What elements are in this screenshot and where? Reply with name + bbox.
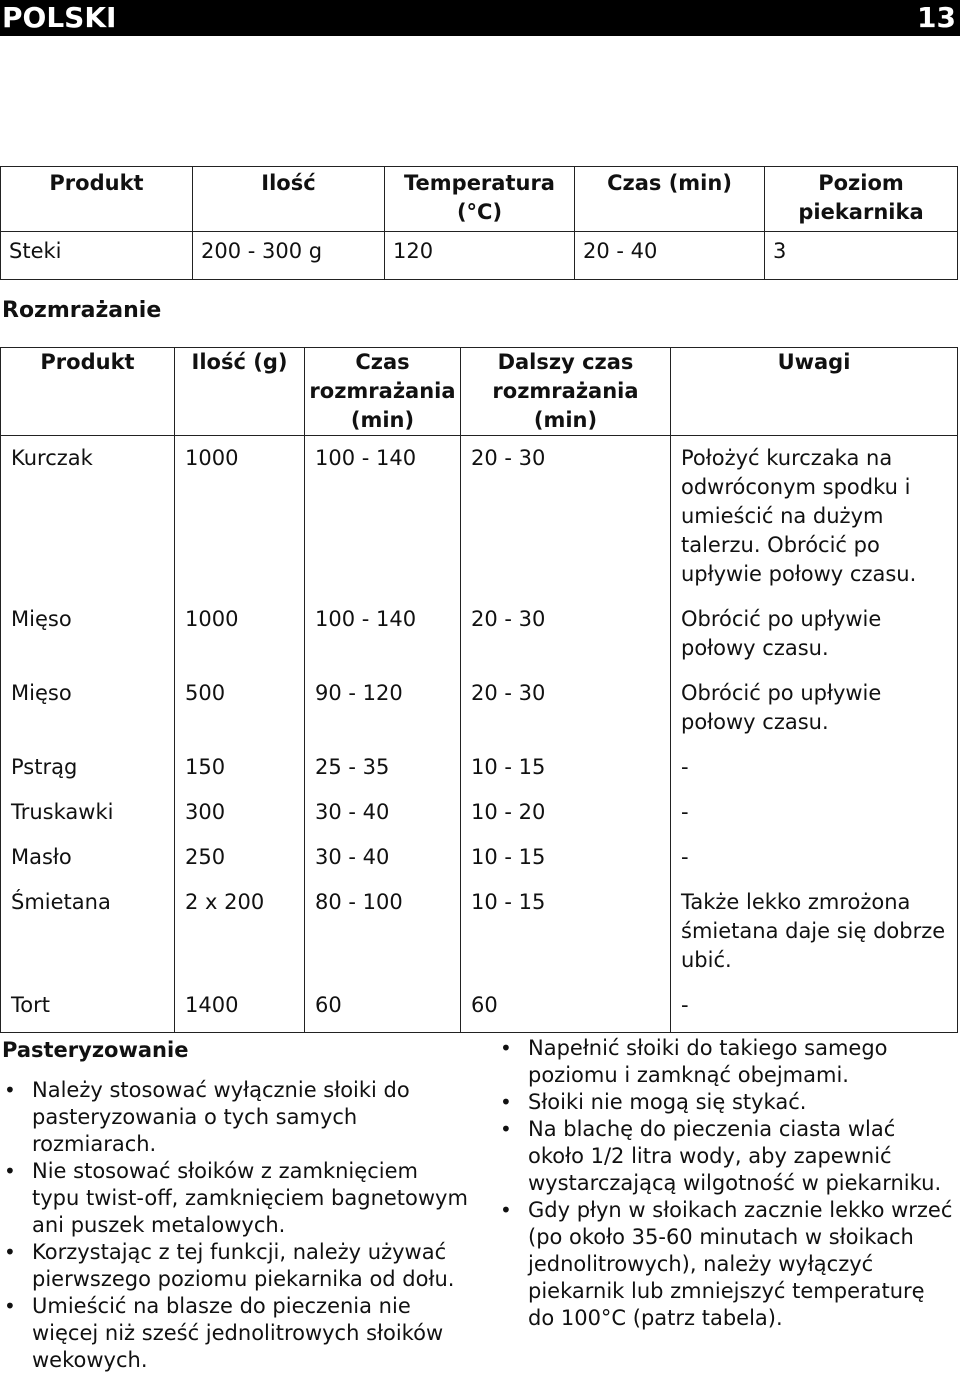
table-cell: 120 (385, 232, 575, 280)
pasteurization-list-right (496, 1035, 956, 1332)
pasteurization-left-column (0, 1035, 470, 1374)
table-cell: 80 - 100 (305, 880, 461, 983)
table-cell: Tort (1, 983, 175, 1033)
list-item: • Umieścić na blasze do pieczenia nie więcej niż sześć jednolitrowych słoików wekowych. (0, 1293, 470, 1374)
cooking-table (0, 166, 958, 280)
table-cell: 10 - 15 (461, 745, 671, 790)
table-cell: Mięso (1, 597, 175, 671)
table-header-product: Produkt (1, 167, 193, 232)
list-item: • Słoiki nie mogą się stykać. (496, 1089, 956, 1116)
table-cell: 150 (175, 745, 305, 790)
table-header-quantity: Ilość (g) (175, 348, 305, 436)
defrost-section-title: Rozmrażanie (2, 298, 162, 323)
table-cell: 300 (175, 790, 305, 835)
table-cell: Truskawki (1, 790, 175, 835)
table-cell-note: - (671, 745, 958, 790)
pasteurization-right-column (496, 1035, 956, 1332)
table-cell: 500 (175, 671, 305, 745)
page-header-bar (0, 0, 960, 36)
table-cell-note: - (671, 835, 958, 880)
table-cell-note: Obrócić po upływie połowy czasu. (671, 597, 958, 671)
language-label: POLSKI (2, 1, 117, 34)
table-cell: Kurczak (1, 436, 175, 598)
table-cell-note: Obrócić po upływie połowy czasu. (671, 671, 958, 745)
list-item: • Gdy płyn w słoikach zacznie lekko wrzeć (po około 35-60 minutach w słoikach jednolitrowych), należy wyłączyć piekarnik lub zmniejszyć temperaturę do 100°C (patrz tabela). (496, 1197, 956, 1332)
pasteurization-list-left (0, 1077, 470, 1374)
table-cell: Pstrąg (1, 745, 175, 790)
table-header-quantity: Ilość (193, 167, 385, 232)
table-cell: Masło (1, 835, 175, 880)
list-item: • Napełnić słoiki do takiego samego poziomu i zamknąć obejmami. (496, 1035, 956, 1089)
table-header-further-defrost-time: Dalszy czas rozmrażania (min) (461, 348, 671, 436)
table-header-defrost-time: Czas rozmrażania (min) (305, 348, 461, 436)
list-item: • Na blachę do pieczenia ciasta wlać około 1/2 litra wody, aby zapewnić wystarczającą wilgotność w piekarniku. (496, 1116, 956, 1197)
table-cell: 60 (461, 983, 671, 1033)
table-cell: 1000 (175, 436, 305, 598)
table-header-temperature: Temperatura (°C) (385, 167, 575, 232)
defrost-table (0, 347, 958, 1033)
table-cell-note: Położyć kurczaka na odwróconym spodku i umieścić na dużym talerzu. Obrócić po upływie połowy czasu. (671, 436, 958, 598)
pasteurization-title: Pasteryzowanie (2, 1038, 189, 1062)
table-cell-note: - (671, 983, 958, 1033)
table-cell: 20 - 30 (461, 597, 671, 671)
table-row (1, 232, 958, 280)
table-cell: 20 - 40 (575, 232, 765, 280)
page-number: 13 (917, 1, 956, 34)
table-row (1, 790, 958, 835)
table-row (1, 835, 958, 880)
table-cell: 90 - 120 (305, 671, 461, 745)
table-header-product: Produkt (1, 348, 175, 436)
table-cell: 1400 (175, 983, 305, 1033)
table-cell: 30 - 40 (305, 790, 461, 835)
table-cell: 1000 (175, 597, 305, 671)
table-cell: 2 x 200 (175, 880, 305, 983)
table-cell-note: - (671, 790, 958, 835)
table-cell-note: Także lekko zmrożona śmietana daje się dobrze ubić. (671, 880, 958, 983)
table-cell: 10 - 15 (461, 880, 671, 983)
table-cell: 3 (765, 232, 958, 280)
table-cell: 25 - 35 (305, 745, 461, 790)
list-item: • Korzystając z tej funkcji, należy używać pierwszego poziomu piekarnika od dołu. (0, 1239, 470, 1293)
table-header-notes: Uwagi (671, 348, 958, 436)
list-item: • Należy stosować wyłącznie słoiki do pasteryzowania o tych samych rozmiarach. (0, 1077, 470, 1158)
table-cell: 100 - 140 (305, 436, 461, 598)
table-cell: 60 (305, 983, 461, 1033)
table-row (1, 597, 958, 671)
table-row (1, 983, 958, 1033)
table-header-level: Poziom piekarnika (765, 167, 958, 232)
table-cell: 200 - 300 g (193, 232, 385, 280)
table-cell: 20 - 30 (461, 436, 671, 598)
table-cell: 30 - 40 (305, 835, 461, 880)
table-cell: Mięso (1, 671, 175, 745)
table-row (1, 436, 958, 598)
table-cell: Śmietana (1, 880, 175, 983)
table-cell: 10 - 20 (461, 790, 671, 835)
table-cell: 20 - 30 (461, 671, 671, 745)
table-cell: 100 - 140 (305, 597, 461, 671)
table-row (1, 745, 958, 790)
table-row (1, 671, 958, 745)
table-cell: 10 - 15 (461, 835, 671, 880)
table-header-time: Czas (min) (575, 167, 765, 232)
table-cell: 250 (175, 835, 305, 880)
table-cell: Steki (1, 232, 193, 280)
table-row (1, 880, 958, 983)
list-item: • Nie stosować słoików z zamknięciem typu twist-off, zamknięciem bagnetowym ani puszek metalowych. (0, 1158, 470, 1239)
